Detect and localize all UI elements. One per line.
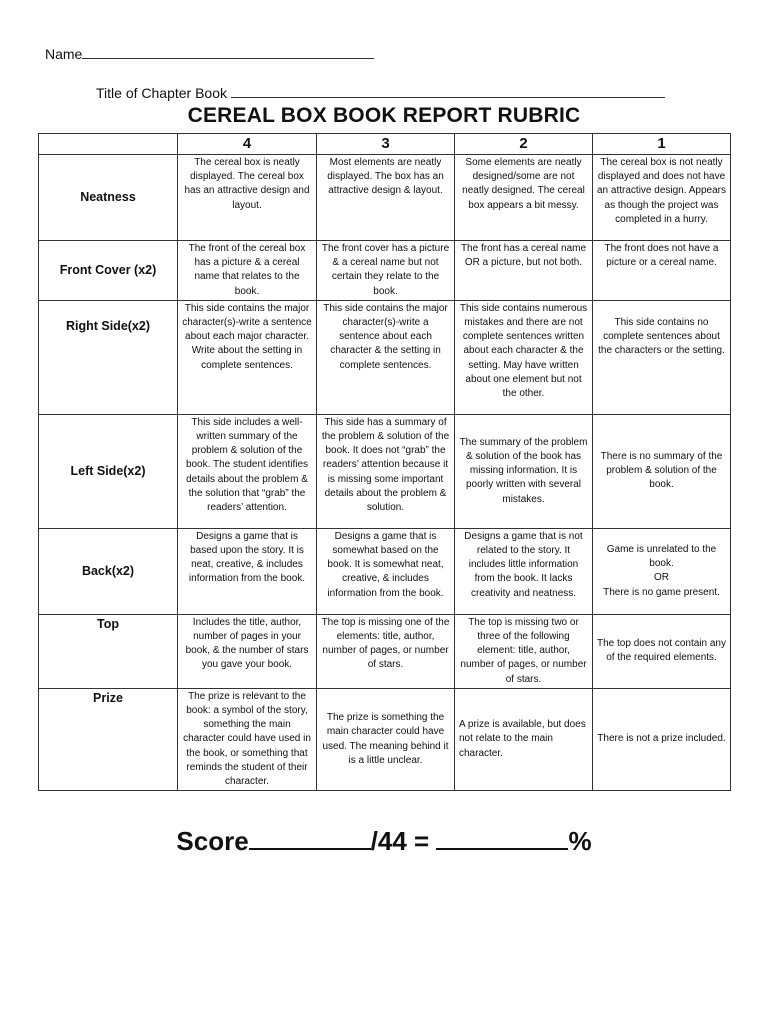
category-neatness: Neatness <box>39 155 178 241</box>
score-total: /44 = <box>370 826 430 856</box>
rubric-cell: The front has a cereal name OR a picture, but not both. <box>455 241 593 301</box>
rubric-cell: Most elements are neatly displayed. The box has an attractive design & layout. <box>317 155 455 241</box>
table-row <box>39 688 731 790</box>
chapter-book-blank-line[interactable] <box>231 85 665 98</box>
rubric-cell: This side contains no complete sentences about the characters or the setting. <box>593 300 731 414</box>
table-row <box>39 414 731 528</box>
category-left-side: Left Side(x2) <box>39 414 178 528</box>
rubric-cell: The prize is something the main character could have used. The meaning behind it is a little unclear. <box>317 688 455 790</box>
rubric-cell: The front of the cereal box has a picture & a cereal name that relates to the book. <box>178 241 317 301</box>
page-title: CEREAL BOX BOOK REPORT RUBRIC <box>187 104 581 127</box>
header-cell-score-3: 3 <box>317 134 455 155</box>
score-label: Score <box>176 826 249 856</box>
name-field <box>45 46 374 62</box>
rubric-cell: This side includes a well-written summary of the problem & solution of the book. The student identifies details about the problem & the solution that “grab” the readers’ attention. <box>178 414 317 528</box>
rubric-cell: The cereal box is neatly displayed. The cereal box has an attractive design and layout. <box>178 155 317 241</box>
chapter-book-label: Title of Chapter Book <box>96 85 227 101</box>
rubric-cell: The top is missing one of the elements: title, author, number of pages, or number of stars. <box>317 614 455 688</box>
rubric-cell: Designs a game that is somewhat based on the book. It is somewhat neat, creative, & includes information from the book. <box>317 528 455 614</box>
header-row <box>39 134 731 155</box>
rubric-cell: The cereal box is not neatly displayed and does not have an attractive design. Appears as though the project was completed in a hurry. <box>593 155 731 241</box>
rubric-cell: This side has a summary of the problem & solution of the book. It does not “grab” the readers’ attention because it is missing some important details about the problem & solution. <box>317 414 455 528</box>
header-cell-score-1: 1 <box>593 134 731 155</box>
table-row <box>39 614 731 688</box>
header-cell-score-4: 4 <box>178 134 317 155</box>
rubric-cell: This side contains the major character(s)-write a sentence about each character & the setting in complete sentences. <box>317 300 455 414</box>
table-row <box>39 300 731 414</box>
header-cell-score-2: 2 <box>455 134 593 155</box>
rubric-cell: Designs a game that is based upon the story. It is neat, creative, & includes information from the book. <box>178 528 317 614</box>
rubric-cell: The summary of the problem & solution of the book has missing information. It is poorly written with several mistakes. <box>455 414 593 528</box>
rubric-cell: There is not a prize included. <box>593 688 731 790</box>
name-blank-line[interactable] <box>82 46 374 59</box>
rubric-cell: The front does not have a picture or a cereal name. <box>593 241 731 301</box>
rubric-cell: A prize is available, but does not relate to the main character. <box>455 688 593 790</box>
rubric-cell: Some elements are neatly designed/some are not neatly designed. The cereal box appears a bit messy. <box>455 155 593 241</box>
category-front-cover: Front Cover (x2) <box>39 241 178 301</box>
rubric-cell: The top is missing two or three of the following element: title, author, number of pages, or number of stars. <box>455 614 593 688</box>
score-blank[interactable] <box>249 826 371 850</box>
header-cell-blank <box>39 134 178 155</box>
category-top: Top <box>39 614 178 688</box>
table-row <box>39 528 731 614</box>
name-label: Name <box>45 46 83 62</box>
rubric-cell: Includes the title, author, number of pages in your book, & the number of stars you gave your book. <box>178 614 317 688</box>
category-right-side: Right Side(x2) <box>39 300 178 414</box>
table-row <box>39 155 731 241</box>
rubric-cell: The top does not contain any of the required elements. <box>593 614 731 688</box>
table-row <box>39 241 731 301</box>
rubric-cell: The prize is relevant to the book: a symbol of the story, something the main character could have used in the book, or something that reminds the student of their character. <box>178 688 317 790</box>
chapter-book-field <box>96 85 665 101</box>
rubric-cell: This side contains the major character(s)-write a sentence about each major character. Write about the setting in complete sentences. <box>178 300 317 414</box>
percent-blank[interactable] <box>436 826 568 850</box>
percent-sign: % <box>568 826 592 856</box>
score-line <box>0 826 768 857</box>
rubric-cell: Designs a game that is not related to the story. It includes little information from the book. It lacks creativity and neatness. <box>455 528 593 614</box>
rubric-cell: The front cover has a picture & a cereal name but not certain they relate to the book. <box>317 241 455 301</box>
rubric-table <box>38 133 731 791</box>
category-back: Back(x2) <box>39 528 178 614</box>
category-prize: Prize <box>39 688 178 790</box>
rubric-cell: This side contains numerous mistakes and there are not complete sentences written about each character & the setting. May have written about one element but not the other. <box>455 300 593 414</box>
rubric-cell: There is no summary of the problem & solution of the book. <box>593 414 731 528</box>
rubric-cell: Game is unrelated to the book. OR There is no game present. <box>593 528 731 614</box>
